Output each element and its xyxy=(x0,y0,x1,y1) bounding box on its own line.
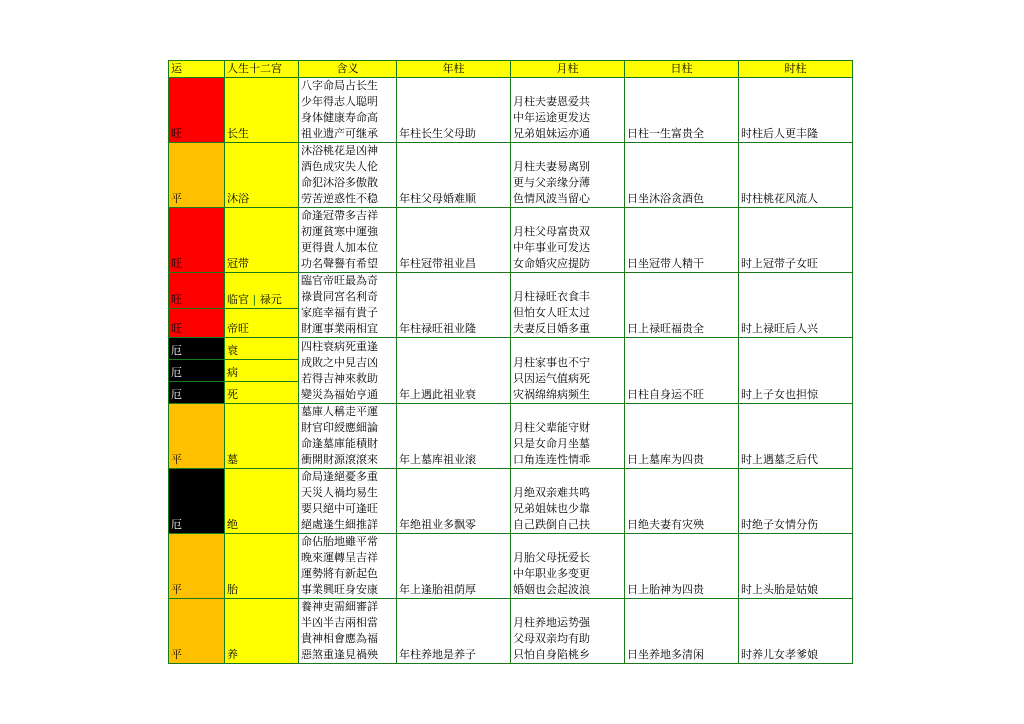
fortune-cell[interactable]: 平 xyxy=(169,534,225,599)
hour-pillar-cell[interactable]: 时柱后人更丰隆 xyxy=(739,78,853,143)
meaning-line: 要只絕中可逢旺 xyxy=(301,502,378,515)
meaning-line: 天災人禍均易生 xyxy=(301,486,378,499)
header-fortune[interactable]: 运 xyxy=(169,61,225,78)
fortune-cell[interactable]: 旺 xyxy=(169,208,225,273)
meaning-line: 墓庫人稱走平運 xyxy=(301,405,378,418)
hour-pillar-cell[interactable]: 时上冠带子女旺 xyxy=(739,208,853,273)
stage-cell[interactable]: 绝 xyxy=(225,469,299,534)
fortune-cell[interactable]: 厄 xyxy=(169,469,225,534)
meaning-line: 若得吉神來救助 xyxy=(301,372,378,385)
month-line: 色情风波当留心 xyxy=(513,192,590,205)
day-pillar-cell[interactable]: 日坐冠带人精干 xyxy=(625,208,739,273)
stage-cell[interactable] xyxy=(225,273,299,309)
meaning-line: 祖业遗产可继承 xyxy=(301,127,378,140)
meaning-line: 財官印綬應細論 xyxy=(301,421,378,434)
header-hour-pillar[interactable]: 时柱 xyxy=(739,61,853,78)
month-line: 父母双亲均有助 xyxy=(513,632,590,645)
meaning-line: 命犯沐浴多傲散 xyxy=(301,176,378,189)
table-row xyxy=(169,338,853,360)
month-line: 中年运途更发达 xyxy=(513,111,590,124)
table-row xyxy=(169,208,853,273)
meaning-line: 衝開財源滾滾來 xyxy=(301,453,378,466)
month-line: 月柱养地运势强 xyxy=(513,616,590,629)
day-pillar-cell[interactable]: 日绝夫妻有灾殃 xyxy=(625,469,739,534)
stage-cell[interactable]: 帝旺 xyxy=(225,308,299,337)
year-pillar-cell[interactable]: 年上逢胎祖荫厚 xyxy=(397,534,511,599)
hour-pillar-cell[interactable]: 时上遇墓乏后代 xyxy=(739,404,853,469)
year-pillar-cell[interactable]: 年柱父母婚难顺 xyxy=(397,143,511,208)
meaning-cell[interactable] xyxy=(299,599,397,664)
meaning-line: 酒色成灾失人伦 xyxy=(301,160,378,173)
meaning-line: 命佔胎地雖平常 xyxy=(301,535,378,548)
stage-cell[interactable]: 养 xyxy=(225,599,299,664)
table-row xyxy=(169,404,853,469)
meaning-line: 命局逢絕憂多重 xyxy=(301,470,378,483)
meaning-line: 運勢將有新起色 xyxy=(301,567,378,580)
meaning-line: 變災為福始亨通 xyxy=(301,388,378,401)
hour-pillar-cell[interactable]: 时上禄旺后人兴 xyxy=(739,273,853,338)
fortune-cell[interactable]: 平 xyxy=(169,599,225,664)
day-pillar-cell[interactable]: 日柱一生富贵全 xyxy=(625,78,739,143)
header-month-pillar[interactable]: 月柱 xyxy=(511,61,625,78)
month-pillar-cell[interactable] xyxy=(511,273,625,338)
month-line: 婚姻也会起波浪 xyxy=(513,583,590,596)
meaning-line: 八字命局占长生 xyxy=(301,79,378,92)
month-line: 只怕自身陷桃乡 xyxy=(513,648,590,661)
meaning-line: 少年得志人聪明 xyxy=(301,95,378,108)
month-pillar-cell[interactable] xyxy=(511,404,625,469)
meaning-line: 沐浴桃花是凶神 xyxy=(301,144,378,157)
fortune-cell[interactable]: 厄 xyxy=(169,360,225,382)
table-row xyxy=(169,273,853,309)
fortune-cell[interactable]: 厄 xyxy=(169,382,225,404)
month-line: 中年事业可发达 xyxy=(513,241,590,254)
meaning-cell[interactable] xyxy=(299,469,397,534)
day-pillar-cell[interactable]: 日坐养地多清闲 xyxy=(625,599,739,664)
month-line: 口角连连性情乖 xyxy=(513,453,590,466)
stage-label: 临官 xyxy=(227,292,249,306)
meaning-line: 初運貧寒中運強 xyxy=(301,225,378,238)
meaning-line: 命逢冠帶多吉祥 xyxy=(301,209,378,222)
meaning-line: 家庭幸福有貴子 xyxy=(301,306,378,319)
hour-pillar-cell[interactable]: 时柱桃花风流人 xyxy=(739,143,853,208)
year-pillar-cell[interactable]: 年柱长生父母助 xyxy=(397,78,511,143)
month-pillar-cell[interactable] xyxy=(511,469,625,534)
year-pillar-cell[interactable]: 年上墓库祖业滚 xyxy=(397,404,511,469)
month-line: 中年职业多变更 xyxy=(513,567,590,580)
header-year-pillar[interactable]: 年柱 xyxy=(397,61,511,78)
month-line: 月胎父母抚爱长 xyxy=(513,551,590,564)
meaning-line: 財運事業兩相宜 xyxy=(301,322,378,335)
table-row xyxy=(169,143,853,208)
hour-pillar-cell[interactable]: 时养儿女孝爹娘 xyxy=(739,599,853,664)
meaning-cell[interactable] xyxy=(299,78,397,143)
month-line: 兄弟姐妹运亦通 xyxy=(513,127,590,140)
year-pillar-cell[interactable]: 年柱冠带祖业昌 xyxy=(397,208,511,273)
table-row xyxy=(169,534,853,599)
header-meaning[interactable]: 含义 xyxy=(299,61,397,78)
day-pillar-cell[interactable]: 日上墓库为四贵 xyxy=(625,404,739,469)
month-line: 只因运气值病死 xyxy=(513,372,590,385)
month-line: 月柱夫妻恩爱共 xyxy=(513,95,590,108)
month-line: 兄弟姐妹也少靠 xyxy=(513,502,590,515)
month-line: 夫妻反目婚多重 xyxy=(513,322,590,335)
meaning-cell[interactable] xyxy=(299,404,397,469)
month-line: 自己跌倒自己扶 xyxy=(513,518,590,531)
meaning-cell[interactable] xyxy=(299,273,397,338)
table-row xyxy=(169,78,853,143)
month-line: 月柱家事也不宁 xyxy=(513,356,590,369)
meaning-cell[interactable] xyxy=(299,534,397,599)
meaning-line: 命逢墓庫能積財 xyxy=(301,437,378,450)
stage-cell[interactable]: 衰 xyxy=(225,338,299,360)
month-pillar-cell[interactable] xyxy=(511,208,625,273)
meaning-line: 事業興旺身安康 xyxy=(301,583,378,596)
twelve-stages-table xyxy=(168,60,853,664)
stage-cell[interactable]: 胎 xyxy=(225,534,299,599)
meaning-line: 成敗之中見吉凶 xyxy=(301,356,378,369)
month-line: 只是女命月坐墓 xyxy=(513,437,590,450)
stage-separator: | xyxy=(252,292,257,306)
month-pillar-cell[interactable] xyxy=(511,143,625,208)
stage-cell[interactable]: 长生 xyxy=(225,78,299,143)
stage-cell[interactable]: 死 xyxy=(225,382,299,404)
month-pillar-cell[interactable] xyxy=(511,599,625,664)
meaning-cell[interactable] xyxy=(299,208,397,273)
month-line: 更与父亲缘分薄 xyxy=(513,176,590,189)
meaning-line: 貴神相會應為福 xyxy=(301,632,378,645)
stage-cell[interactable]: 沐浴 xyxy=(225,143,299,208)
day-pillar-cell[interactable]: 日坐沐浴贪酒色 xyxy=(625,143,739,208)
fortune-cell[interactable]: 平 xyxy=(169,143,225,208)
meaning-line: 晚來運轉呈吉祥 xyxy=(301,551,378,564)
month-pillar-cell[interactable] xyxy=(511,534,625,599)
fortune-cell[interactable]: 厄 xyxy=(169,338,225,360)
fortune-cell[interactable]: 旺 xyxy=(169,308,225,337)
stage-cell[interactable]: 冠带 xyxy=(225,208,299,273)
month-line: 月柱父母富贵双 xyxy=(513,225,590,238)
day-pillar-cell[interactable]: 日柱自身运不旺 xyxy=(625,338,739,404)
stage-cell[interactable]: 病 xyxy=(225,360,299,382)
month-pillar-cell[interactable] xyxy=(511,78,625,143)
hour-pillar-cell[interactable]: 时绝子女情分伤 xyxy=(739,469,853,534)
table-row xyxy=(169,599,853,664)
year-pillar-cell[interactable]: 年柱禄旺祖业隆 xyxy=(397,273,511,338)
month-line: 月柱父辈能守财 xyxy=(513,421,590,434)
meaning-line: 半凶半吉兩相當 xyxy=(301,616,378,629)
meaning-cell[interactable] xyxy=(299,143,397,208)
meaning-line: 絕處逢生細推詳 xyxy=(301,518,378,531)
year-pillar-cell[interactable]: 年柱养地是养子 xyxy=(397,599,511,664)
month-line: 但怕女人旺太过 xyxy=(513,306,590,319)
meaning-line: 四柱衰病死重逢 xyxy=(301,340,378,353)
month-line: 灾祸绵绵病频生 xyxy=(513,388,590,401)
header-row xyxy=(169,61,853,78)
day-pillar-cell[interactable]: 日上胎神为四贵 xyxy=(625,534,739,599)
month-line: 月柱夫妻易离别 xyxy=(513,160,590,173)
meaning-line: 功名聲譽有希望 xyxy=(301,257,378,270)
year-pillar-cell[interactable]: 年绝祖业多飘零 xyxy=(397,469,511,534)
meaning-line: 更得貴人加本位 xyxy=(301,241,378,254)
day-pillar-cell[interactable]: 日上禄旺福贵全 xyxy=(625,273,739,338)
meaning-line: 惡煞重逢見禍殃 xyxy=(301,648,378,661)
meaning-line: 養神吏需細審詳 xyxy=(301,600,378,613)
meaning-cell[interactable] xyxy=(299,338,397,404)
meaning-line: 劳苦逆惑性不稳 xyxy=(301,192,378,205)
meaning-line: 祿貴同宮名利奇 xyxy=(301,290,378,303)
stage-extra-label: 禄元 xyxy=(259,292,282,306)
year-pillar-cell[interactable]: 年上遇此祖业衰 xyxy=(397,338,511,404)
month-line: 月柱禄旺衣食丰 xyxy=(513,290,590,303)
header-stage[interactable]: 人生十二宫 xyxy=(225,61,299,78)
month-line: 女命婚灾应提防 xyxy=(513,257,590,270)
fortune-cell[interactable]: 旺 xyxy=(169,78,225,143)
hour-pillar-cell[interactable]: 时上头胎是姑娘 xyxy=(739,534,853,599)
meaning-line: 臨官帝旺最為奇 xyxy=(301,274,378,287)
header-day-pillar[interactable]: 日柱 xyxy=(625,61,739,78)
month-line: 月绝双亲难共鸣 xyxy=(513,486,590,499)
stage-cell[interactable]: 墓 xyxy=(225,404,299,469)
table-row xyxy=(169,469,853,534)
month-pillar-cell[interactable] xyxy=(511,338,625,404)
meaning-line: 身体健康寿命高 xyxy=(301,111,378,124)
fortune-cell[interactable]: 平 xyxy=(169,404,225,469)
hour-pillar-cell[interactable]: 时上子女也担惊 xyxy=(739,338,853,404)
fortune-cell[interactable]: 旺 xyxy=(169,273,225,309)
